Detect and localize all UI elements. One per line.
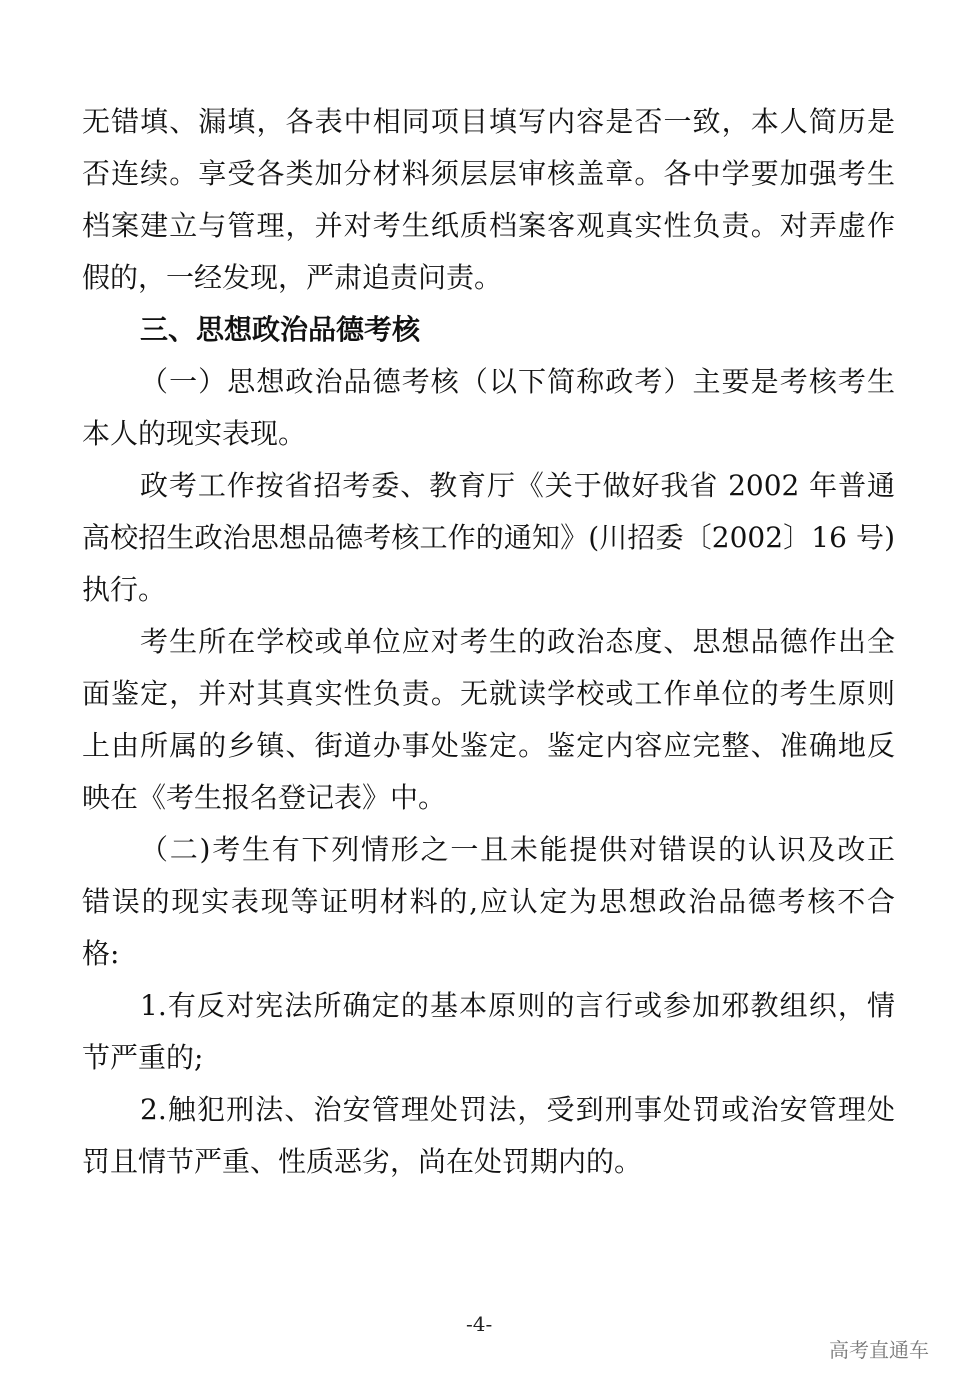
text-line: 执行。 <box>82 573 167 606</box>
page-number: -4- <box>466 1312 493 1336</box>
text-line: 假的，一经发现，严肃追责问责。 <box>82 261 503 294</box>
watermark: 高考直通车 <box>829 1338 929 1362</box>
text-line: 高校招生政治思想品德考核工作的通知》(川招委〔2002〕16 号) <box>82 521 895 554</box>
text-line: 1.有反对宪法所确定的基本原则的言行或参加邪教组织，情 <box>140 989 895 1022</box>
section-heading: 三、思想政治品德考核 <box>140 313 421 346</box>
text-line: （一）思想政治品德考核（以下简称政考）主要是考核考生 <box>140 365 895 398</box>
text-line: 2.触犯刑法、治安管理处罚法，受到刑事处罚或治安管理处 <box>140 1093 895 1126</box>
document-body <box>82 96 895 1188</box>
text-line: 错误的现实表现等证明材料的,应认定为思想政治品德考核不合 <box>82 885 895 918</box>
text-line: 本人的现实表现。 <box>82 417 307 450</box>
text-line: 映在《考生报名登记表》中。 <box>82 781 447 814</box>
text-line: 上由所属的乡镇、街道办事处鉴定。鉴定内容应完整、准确地反 <box>82 729 895 762</box>
text-line: 否连续。享受各类加分材料须层层审核盖章。各中学要加强考生 <box>82 157 895 190</box>
text-line: 罚且情节严重、性质恶劣，尚在处罚期内的。 <box>82 1145 643 1178</box>
text-line: （二)考生有下列情形之一且未能提供对错误的认识及改正 <box>140 833 895 866</box>
text-line: 考生所在学校或单位应对考生的政治态度、思想品德作出全 <box>140 625 895 658</box>
text-line: 政考工作按省招考委、教育厅《关于做好我省 2002 年普通 <box>140 469 895 502</box>
text-line: 面鉴定，并对其真实性负责。无就读学校或工作单位的考生原则 <box>82 677 895 710</box>
text-line: 格: <box>82 937 120 970</box>
text-line: 无错填、漏填，各表中相同项目填写内容是否一致，本人简历是 <box>82 105 895 138</box>
text-line: 节严重的; <box>82 1041 204 1074</box>
text-line: 档案建立与管理，并对考生纸质档案客观真实性负责。对弄虚作 <box>82 209 895 242</box>
